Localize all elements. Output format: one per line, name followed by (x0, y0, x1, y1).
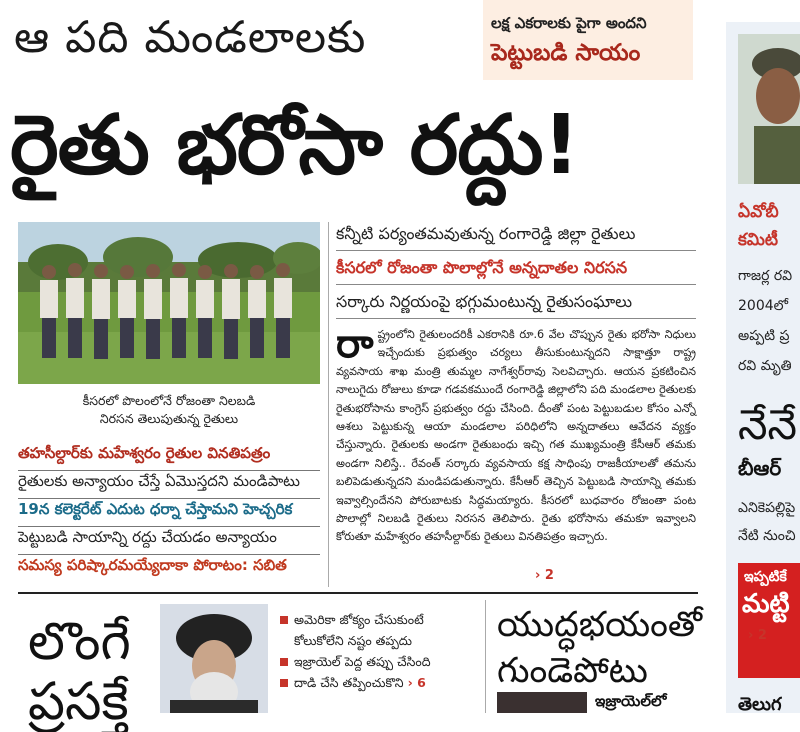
side-line-3: 19న కలెక్టరేట్ ఎదుట ధర్నా చేస్తామని హెచ్చరిక (18, 500, 320, 527)
right-line-6: నేటి నుంచి (738, 528, 796, 544)
right-line-3: అప్పటి ప్ర (738, 328, 790, 344)
caption-line-2: నిరసన తెలుపుతున్న రైతులు (99, 411, 239, 426)
bottom-mid-headline (497, 602, 702, 694)
bullet-item: దాడి చేసి తప్పించుకొని › 6 (280, 673, 480, 693)
leader-photo (160, 604, 268, 713)
bottom-mid-photo (497, 692, 587, 713)
main-headline: రైతు భరోసా రద్దు! (10, 98, 579, 193)
bottom-mid-line-1: యుద్ధభయంతో (497, 605, 702, 645)
right-bottom-headline: తెలుగ (738, 694, 782, 715)
right-page-link[interactable]: › 2 (748, 628, 767, 643)
photo-caption (18, 392, 320, 428)
right-column-photo (738, 34, 800, 184)
bullet-item: అమెరికా జోక్యం చేసుకుంటే (280, 610, 480, 630)
subhead-1: కన్నీటి పర్యంతమవుతున్న రంగారెడ్డి జిల్లా రైతులు (336, 224, 696, 251)
bullet-page-link[interactable]: › 6 (407, 675, 426, 690)
farmers-protest-photo (18, 222, 320, 384)
bottom-left-line-2: ప్రసక్తే (28, 672, 129, 732)
article-body (336, 321, 696, 547)
right-line-5: ఎనికెపల్లిపై (738, 500, 796, 516)
right-line-1: గాజర్ల రవి (738, 268, 793, 284)
side-line-4: పెట్టుబడి సాయాన్ని రద్దు చేయడం అన్యాయం (18, 528, 320, 555)
bottom-left-line-1: లొంగే (28, 612, 131, 672)
right-ad-box (738, 563, 800, 678)
right-bold-headline: బీఆర్ (738, 456, 782, 480)
continued-page-link[interactable]: › 2 (535, 568, 554, 583)
kicker-headline: ఆ పది మండలాలకు (14, 12, 367, 63)
bottom-mid-line-2: గుండెపోటు (497, 651, 648, 691)
right-headline-line-1: ఏవోబీ (738, 202, 779, 222)
right-line-2: 2004లో (738, 298, 789, 314)
section-divider (18, 592, 698, 594)
bottom-column-divider (485, 600, 486, 713)
right-big-headline: నేనే (738, 400, 797, 449)
bullet-list (280, 610, 480, 694)
ad-line-2: మట్టి (742, 589, 790, 619)
drop-cap: రా (336, 321, 374, 367)
bullet-item: కోలుకోలేని నష్టం తప్పదు (294, 633, 412, 648)
right-headline-line-2: కమిటీ (738, 230, 778, 250)
article-text: ష్ట్రంలోని రైతులందరికీ ఎకరానికి రూ.6 వేల చొప్పున రైతు భరోసా నిధులు ఇచ్చేందుకు ప్రభుత్వం చర్యలు తీసుకుంటున్నదని సాక్షాత్తూ రాష్ట్ర వ్యవసాయ శాఖ మంత్రి తుమ్మల నాగేశ్వర్‌రావు సెలవిచ్చారు. ఆయన ప్రకటించిన నాలుగైదు రోజులు కూడా గడవకముందే రంగారెడ్డి జిల్లాలోని పది మండలాల రైతులకు రైతుభరోసాను కాంగ్రెస్ ప్రభుత్వం రద్దు చేసింది. దీంతో పంట పెట్టుబడుల కోసం ఎన్నో ఆశలు పెట్టుకున్న ఆయా మండలాల పరిధిలోని అన్నదాతలు ఆవేదన వ్యక్తం చేస్తున్నారు. రైతులకు అండగా రైతుబంధు ఇచ్చి గత ముఖ్యమంత్రి కేసీఆర్ తమకు అండగా నిలిస్తే.. రేవంత్ సర్కారు వ్యవసాయ కక్ష సాధింపు రాజకీయాలతో తమను బలిపెడుతున్నదని మండిపడుతున్నారు. కేసీఆర్ తెచ్చిన పెట్టుబడి సాయాన్ని తమకు ఇవ్వాల్సిందేనని పోరుబాటకు సిద్ధమయ్యారు. కీసరలో బుధవారం రోజంతా పంట పొలాల్లో నిలబడి రైతులు నిరసన తెలిపారు. రైతు భరోసాను తమకూ ఇవ్వాలని కోరుతూ మహేశ్వరం తహసీల్దార్‌కు రైతులు వినతిపత్రం ఇచ్చారు. (336, 328, 696, 544)
column-divider (328, 222, 329, 587)
side-line-2: రైతులకు అన్యాయం చేస్తే ఏమొస్తదని మండిపాటు (18, 472, 320, 499)
bottom-mid-teaser: ఇజ్రాయెల్‌లో (595, 692, 667, 710)
right-line-4: రవి మృతి (738, 358, 792, 374)
subhead-3: సర్కారు నిర్ణయంపై భగ్గుమంటున్న రైతుసంఘాలు (336, 292, 696, 319)
tag-line-2: పెట్టుబడి సాయం (491, 40, 641, 66)
tag-line-1: లక్ష ఎకరాలకు పైగా అందని (491, 14, 647, 32)
side-line-5: సమస్య పరిష్కారమయ్యేదాకా పోరాటం: సబిత (18, 556, 287, 574)
subhead-2: కీసరలో రోజంతా పొలాల్లోనే అన్నదాతల నిరసన (336, 258, 696, 285)
side-line-1: తహసీల్దార్‌కు మహేశ్వరం రైతుల వినతిపత్రం (18, 444, 320, 471)
caption-line-1: కీసరలో పొలంలోనే రోజంతా నిలబడి (82, 393, 256, 408)
bottom-left-headline (28, 612, 131, 732)
tag-box (483, 0, 693, 80)
ad-line-1: ఇప్పటికే (744, 569, 787, 585)
right-column-headline (738, 198, 779, 254)
bullet-item: ఇజ్రాయెల్ పెద్ద తప్పు చేసింది (280, 652, 480, 672)
